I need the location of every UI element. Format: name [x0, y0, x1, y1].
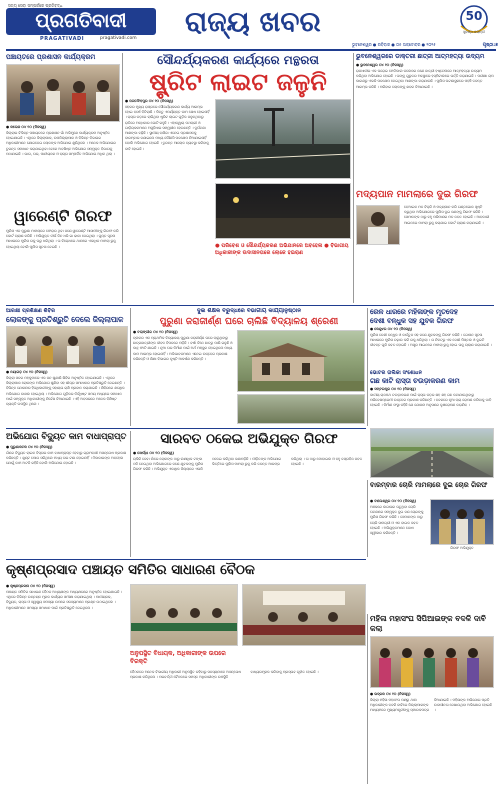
column-divider [367, 614, 368, 784]
highway-photo-icon [371, 429, 493, 477]
story-body: ଅଞ୍ଚଳରେ ଲଗାତାର ଘଟୁଥିବା ଚୋରି ଘଟଣାରେ ସମ୍ପୃକ୍ତ ଦୁଇ ଜଣ ଚୋରଙ୍କୁ ପୁଲିସ ଗିରଫ କରିଛି । ସେମାନଙ୍କ ଠାରୁ ଚୋରି ସାମଗ୍ରୀ ଓ ଏକ ବାଇକ ଜବତ ହୋଇଛି । ଅଭିଯୁକ୍ତମାନେ ଦୋଷ ସ୍ୱୀକାର କରିଛନ୍ତି । [370, 505, 424, 536]
masthead-rule [6, 49, 496, 51]
masthead [0, 0, 500, 50]
story-photo-road [215, 99, 351, 179]
story-headline: ବାରମ୍ବାର ଚୋରି ମାମଲାରେ ଦୁଇ ଚୋର ଗିରଫ [370, 481, 488, 489]
story-photo-school-2 [237, 394, 365, 424]
story-photo [6, 326, 128, 368]
police-photo-icon [431, 500, 493, 544]
story-headline: ପୁରୁଣା ଜରାଜୀର୍ଣ୍ଣ ଘରେ ଚାଲିଛି ବିଦ୍ୟାଳୟ ଶ୍ରେଣୀ [159, 315, 339, 327]
story-road-widening [370, 370, 494, 426]
story-headline: ଲୋକଙ୍କୁ ପ୍ରତିଶ୍ରୁତି ଦେଲେ ଜିଲ୍ଲାପାଳ [6, 315, 124, 324]
story-fraud-arrest [133, 431, 365, 557]
logo-latin: PRAGATIVADI [40, 36, 85, 42]
column-divider [353, 53, 354, 303]
column-divider [130, 431, 131, 557]
story-dateline: ● କୃଷ୍ଣପ୍ରସାଦ ୦୪ ୧୦ (ନିଜସ୍ୱ) [6, 584, 55, 588]
story-photo-night [215, 183, 351, 239]
logo-text: ପ୍ରଗତିବାଦୀ [35, 10, 127, 32]
meeting-photo-icon [7, 327, 127, 367]
story-dateline: ● ଜଗତସିଂହପୁର ୦୪ ୧୦ (ନିଜସ୍ୱ) [125, 99, 174, 103]
women-group-photo-icon [371, 637, 493, 687]
anniversary-badge [456, 4, 492, 38]
story-photo [6, 64, 120, 122]
badge-text: ସୁବର୍ଣ୍ଣ ଜୟନ୍ତୀ [462, 30, 486, 34]
section-rule [6, 559, 366, 560]
badge-number: 50 [465, 9, 483, 23]
story-body: ରାଜଧାନୀର ଏକ ଘରୋଇ ମେଡିକାଲ କଲେଜର ଜଣେ ଛାତ୍ରୀ ହଷ୍ଟେଲରେ ଆତ୍ମହତ୍ୟା ଉଦ୍ୟମ କରିଥିବା ଅଭିଯୋଗ ହୋଇଛି । ତାଙ୍କୁ ଗୁରୁତର ଅବସ୍ଥାରେ ହସ୍ପିଟାଲରେ ଭର୍ତ୍ତି କରାଯାଇଛି । ପରୀକ୍ଷା ଚାପ କାରଣରୁ ଏଭଳି ପଦକ୍ଷେପ ନେଇଥିବା ଆଶଙ୍କା କରାଯାଉଛି । ପୁଲିସ ଘଟଣାସ୍ଥଳରେ ପହଞ୍ଚି ତଦନ୍ତ ଆରମ୍ଭ କରିଛି । ପରିବାର ଲୋକଙ୍କୁ ଖବର ଦିଆଯାଇଛି । [356, 69, 494, 89]
street-light-photo-icon [216, 100, 350, 178]
column-divider [130, 308, 131, 426]
story-kicker: ଆରକ୍ଷୀ ପ୍ରଶିକ୍ଷଣ ଶିବିର [6, 308, 56, 314]
story-kicker: ଭୁବନେଶ୍ୱରରେ ଡାକ୍ତରୀ ଛାତ୍ରୀ ଆତ୍ମହତ୍ୟା ଉଦ୍ୟମ [356, 53, 485, 60]
meeting-room-photo-icon [131, 585, 237, 645]
story-headline: ଅଭିଯୋଗ ବିଦ୍ୟୁତ କାମ ବାଧାପ୍ରାପ୍ତ [6, 431, 127, 441]
story-theft-arrest [370, 481, 494, 611]
column-divider [122, 53, 123, 303]
story-kicker: ସୌନ୍ଦର୍ଯ୍ୟକରଣ କାର୍ଯ୍ୟରେ ମନ୍ଥରତା [157, 53, 319, 67]
story-body: ପଞ୍ଚାୟତ ସମିତିର ସାଧାରଣ ବୈଠକ ଅଧ୍ୟକ୍ଷଙ୍କ ଅଧ୍ୟକ୍ଷତାରେ ଅନୁଷ୍ଠିତ ହୋଇଯାଇଛି । ଏଥିରେ ବିଭିନ୍ନ ଉନ୍ନୟନ ମୂଳକ କାର୍ଯ୍ୟର ସମୀକ୍ଷା କରାଯାଇଥିଲା । ପାନୀୟଜଳ, ବିଦ୍ୟୁତ, ରାସ୍ତା ଓ ସ୍ୱାସ୍ଥ୍ୟ ସମସ୍ୟା ଉପରେ ସଦସ୍ୟମାନେ ପ୍ରଶ୍ନ ଉଠାଇଥିଲେ । ଅଧିକାରୀମାନେ ସମସ୍ୟା ସମାଧାନ ପାଇଁ ପ୍ରତିଶ୍ରୁତି ଦେଇଥିଲେ । [6, 590, 123, 610]
story-body-2: ବୈଠକରେ ଅନେକ ବିଭାଗୀୟ ଅଧିକାରୀ ଅନୁପସ୍ଥିତ ରହିବାରୁ ସଦସ୍ୟମାନେ ଅସନ୍ତୋଷ ପ୍ରକାଶ କରିଥିଲେ । ପରବର୍ତ୍ତୀ ବୈଠକରେ ସମସ୍ତ ଅଧିକାରୀଙ୍କ ଉପସ୍ଥିତି ବାଧ୍ୟତାମୂଳକ କରିବାକୁ ପ୍ରସ୍ତାବ ଗୃହୀତ ହୋଇଛି । [130, 670, 319, 680]
person-photo-icon [357, 206, 399, 244]
story-pullquote: ● ପରିବେଶ ଓ ସୌନ୍ଦର୍ଯ୍ୟକରଣ ଅଭିଯାନରେ ଅବହେଳା ● ବିଭାଗୀୟ ଅଧିକାରୀଙ୍କ ଉଦାସୀନତାରେ ଲୋକେ ହଇରାଣ [215, 243, 349, 256]
people-photo-icon [7, 65, 119, 121]
story-electricity [6, 431, 128, 557]
story-dateline: ● ନୟାଗଡ଼ ୦୪ ୧୦ (ନିଜସ୍ୱ) [6, 370, 48, 374]
story-photo-police [430, 499, 494, 545]
story-headline: ଷ୍ଟ୍ରିଟ ଲାଇଟ ଜଳୁନି [149, 68, 327, 96]
story-body-liquor: ବେଆଇନ ମଦ ବିକ୍ରି ଓ ମଦ୍ୟପାନ କରି ଗଣ୍ଡଗୋଳ ସୃଷ୍ଟି କରୁଥିବା ଅଭିଯୋଗରେ ପୁଲିସ ଦୁଇ ଜଣଙ୍କୁ ଗିରଫ କରିଛି । ସେମାନଙ୍କ ଠାରୁ ବହୁ ପରିମାଣର ମଦ ଜବତ ହୋଇଛି । ଆବକାରୀ ଆଇନରେ ମାମଲା ରୁଜୁ କରାଯାଇ କୋର୍ଟ ଚାଲାଣ କରାଯାଇଛି । [404, 205, 490, 225]
story-photo-women [370, 636, 494, 688]
story-headline: ଦେଶୀ ବନ୍ଧୁକ ସହ ଯୁବକ ଗିରଫ [370, 317, 454, 325]
column-divider [367, 308, 368, 426]
story-body: ଚାକିରି ଦେବା ନାଁରେ ଲୋକଙ୍କ ଠାରୁ ଲକ୍ଷାଧିକ ଟଙ୍କା ଠକି ନେଇଥିବା ଅଭିଯୋଗରେ ଜଣେ ଯୁବକଙ୍କୁ ପୁଲିସ ଗିରଫ କରିଛି । ଅଭିଯୁକ୍ତ ଏକାଧିକ ଜିଲ୍ଲାରେ ଏଭଳି ଠକେଇ କରିଥିବା ଜଣାପଡ଼ିଛି । ପୀଡ଼ିତଙ୍କ ଅଭିଯୋଗ ଭିତ୍ତିରେ ପୁଲିସ ମାମଲା ରୁଜୁ କରି ତଦନ୍ତ ଆରମ୍ଭ କରିଥିଲା । ତା ଠାରୁ ମୋବାଇଲ ଓ ବହୁ ଦସ୍ତାବିଜ ଜବତ ହୋଇଛି । [133, 457, 363, 472]
page-number: ପୃଷ୍ଠା:୭ [482, 43, 498, 48]
website: pragativadi.com [100, 36, 137, 41]
section-rule [6, 305, 494, 306]
school-building-photo-icon [238, 331, 364, 391]
issue-date: ଭୁବନେଶ୍ୱର ● ରବିବାର ● ୦୫ ଅକ୍ଟୋବର ● ୨୦୨୫ [352, 42, 436, 47]
story-dateline: ● ବଲାଙ୍ଗୀର ୦୪ ୧୦ (ନିଜସ୍ୱ) [133, 330, 178, 334]
story-dateline: ● ଭଦ୍ରକ ୦୪ ୧୦ (ନିଜସ୍ୱ) [370, 692, 411, 696]
story-kicker: ପଞ୍ଚାୟତରେ ପ୍ରଶାସନ କାର୍ଯ୍ୟକ୍ରମ [6, 53, 96, 61]
story-photo-highway [370, 428, 494, 478]
story-collector-camp [6, 308, 128, 426]
story-body: ପୁଲିସ ଦେଶୀ ବନ୍ଧୁକ ଓ କାର୍ତ୍ତୁଜ ସହ ଜଣେ ଯୁବକଙ୍କୁ ଗିରଫ କରିଛି । ଗୋପନ ସୂଚନା ଆଧାରରେ ପୁଲିସ ଚଢ଼ାଉ କରି ତାକୁ ଧରିଥିଲା । ତା ନିକଟରୁ ଏକ ଦେଶୀ ପିସ୍ତଲ ଓ ଦୁଇଟି ଜୀବନ୍ତ ଗୁଳି ଜବତ ହୋଇଛି । ଅସ୍ତ୍ର ଆଇନରେ ମାମଲା ରୁଜୁ ହୋଇ ତାକୁ ଚାଲାଣ କରାଯାଇଛି । [370, 333, 492, 348]
story-body: ଜିଲ୍ଲା ମହିଳା ମହାସଂଘ ପକ୍ଷରୁ ଥାନା ଅଧିକାରୀଙ୍କ ବଦଳି ଦାବିରେ ଜିଲ୍ଲାପାଳଙ୍କ ମାଧ୍ୟମରେ ମୁଖ୍ୟମନ୍ତ୍ରୀଙ୍କୁ ସ୍ମାରକପତ୍ର ଦିଆଯାଇଛି । ମହିଳାଙ୍କ ଅଭିଯୋଗ ପ୍ରତି ଉଦାସୀନତା ଦେଖାଉଥିବା ଅଭିଯୋଗ ହୋଇଛି । [370, 698, 492, 713]
story-photo-accused [356, 205, 400, 245]
dais-photo-icon [243, 585, 365, 645]
section-rule [6, 428, 366, 429]
story-kicker: ଦୁଇ ଶିକ୍ଷକ ବିରୁଦ୍ଧରେ ବିଭାଗୀୟ କାର୍ଯ୍ୟାନୁଷ୍ଠାନ [196, 308, 302, 314]
story-body: ଜାତୀୟ ରାଜପଥ ଚଉଡ଼ାକରଣ ପାଇଁ ରାସ୍ତା କଡ଼ର ଶହ ଶହ ଗଛ କଟାଯାଉଥିବାରୁ ପରିବେଶପ୍ରେମୀ ଉଦ୍‌ବେଗ ପ୍ରକାଶ କରିଛନ୍ତି । ବଦଳରେ ନୂଆ ଚାରା ରୋପଣ କରିବାକୁ ଦାବି ହୋଇଛି । ନିର୍ମାଣ ସଂସ୍ଥା କହିଛି ଯେ ଯୋଜନା ଅନୁସାରେ ବୃକ୍ଷରୋପଣ କରାଯିବ । [370, 393, 492, 408]
story-dateline: ● କେନ୍ଦୁଝର ୦୪ ୧୦ (ନିଜସ୍ୱ) [370, 327, 413, 331]
story-panchayat-camp [6, 53, 120, 303]
dateline-bar [352, 42, 498, 49]
story-kicker: ଅନୁପସ୍ଥିତ ବିଧାୟକ, ଅଧିକାରୀଙ୍କ ଉପରେ ବିରକ୍ତି [130, 650, 226, 665]
story-school-building [133, 308, 365, 426]
photo-caption: ଗିରଫ ଅଭିଯୁକ୍ତ [450, 546, 474, 550]
story-dateline: ● ପୁରୁଣାକଟକ ୦୪ ୧୦ (ନିଜସ୍ୱ) [6, 445, 53, 449]
story-street-light [125, 53, 351, 303]
story-samiti-meeting [6, 562, 366, 784]
story-body: ଜିଲ୍ଲା ସଦର ମହକୁମାରେ ଏକ ଜନ ଶୁଣାଣି ଶିବିର ଅନୁଷ୍ଠିତ ହୋଇଯାଇଛି । ଏଥିରେ ଜିଲ୍ଲାପାଳ ଲୋକଙ୍କ ଅଭିଯୋଗ ଶୁଣିବା ସହ ଶୀଘ୍ର ସମାଧାନର ପ୍ରତିଶ୍ରୁତି ଦେଇଛନ୍ତି । ବିଭିନ୍ନ ଯୋଜନାର ହିତାଧିକାରୀଙ୍କୁ ସହାୟତା ରାଶି ପ୍ରଦାନ କରାଯାଇଛି । ଶିବିରରେ ଶତାଧିକ ଅଭିଯୋଗ ଦାଖଲ ହୋଇଥିଲା । ଅଭିଯୋଗ ଗୁଡ଼ିକର ନିର୍ଦ୍ଧିଷ୍ଟ ସମୟ ମଧ୍ୟରେ ସମାଧାନ ପାଇଁ ସମ୍ପୃକ୍ତ ଅଧିକାରୀଙ୍କୁ ନିର୍ଦ୍ଦେଶ ଦିଆଯାଇଛି । ଏହି ଅବସରରେ ଅନେକ ବିଶିଷ୍ଟ ବ୍ୟକ୍ତି ଉପସ୍ଥିତ ଥିଲେ । [6, 376, 125, 407]
story-headline-warrant: ୱାରେଣ୍ଟି ଗିରଫ [14, 207, 112, 225]
story-headline: କୃଷ୍ଣପ୍ରସାଦ ପଞ୍ଚାୟତ ସମିତିର ସାଧାରଣ ବୈଠକ [6, 563, 255, 578]
story-dateline: ● ସମ୍ବଲପୁର ୦୪ ୧୦ (ନିଜସ୍ୱ) [370, 387, 416, 391]
story-headline: ମହିଳା ମହାସଂଘ ସିପିଆଇଙ୍କ ବଦଳି ଦାବି କଲା [370, 614, 486, 633]
story-photo-meeting [130, 584, 238, 646]
story-photo-school [237, 330, 365, 392]
story-headline: ସାରବତ ଠକେଇ ଅଭିଯୁକ୍ତ ଗିରଫ [160, 431, 338, 447]
story-kicker: ରେଳ ଧାରରେ ମହିଳାଙ୍କ ମୃତଦେହ [370, 308, 458, 316]
story-dateline: ● ବାଲେଶ୍ୱର ୦୪ ୧୦ (ନିଜସ୍ୱ) [370, 499, 417, 503]
story-headline: ଗଛ କାଟି ରାସ୍ତା ଚଉଡ଼ାକରଣ କାମ [370, 377, 460, 385]
brand-logo [6, 8, 156, 35]
masthead-tagline: ସତ୍ୟ ସେବା ସମ୍ପର୍କରେ ପ୍ରତିବଦ୍ଧ [8, 3, 63, 8]
story-body: ସହରର ମୁଖ୍ୟ ରାସ୍ତାରେ ସୌନ୍ଦର୍ଯ୍ୟକରଣ କାର୍ଯ୍ୟ ଆରମ୍ଭ ହୋଇ ବର୍ଷେ ବିତିଲାଣି । କିନ୍ତୁ ଏପର୍ଯ୍ୟନ୍ତ କାମ ଶେଷ ହୋଇନାହିଁ । ରାସ୍ତା କଡ଼ରେ ଲାଗିଥିବା ଷ୍ଟ୍ରିଟ ଲାଇଟ ଗୁଡ଼ିକ ଜଳୁନଥିବାରୁ ରାତିରେ ଅନ୍ଧକାର ଘୋଟି ରହୁଛି । ଏହାଦ୍ୱାରା ପଥଚାରୀ ଓ ଗାଡ଼ିଚାଳକମାନେ ଅସୁବିଧାର ସମ୍ମୁଖୀନ ହେଉଛନ୍ତି । ଦୁର୍ଘଟଣା ଆଶଙ୍କା ବଢ଼ିଛି । ସ୍ଥାନୀୟ ବାସିନ୍ଦା ଏନେଇ ପ୍ରଶାସନକୁ ବାରମ୍ବାର ଜଣାଇଲେ ମଧ୍ୟ କୌଣସି ପଦକ୍ଷେପ ନିଆଯାଇନାହିଁ ବୋଲି ଅଭିଯୋଗ ହୋଇଛି । ତୁରନ୍ତ ଆଲୋକ ବ୍ୟବସ୍ଥା କରିବାକୁ ଦାବି ହୋଇଛି । [125, 105, 210, 151]
story-dateline: ● ଭୁବନେଶ୍ୱର ୦୪ ୧୦ (ନିଜସ୍ୱ) [356, 63, 404, 67]
story-dateline: ● ଖୋର୍ଦ୍ଧା ୦୪ ୧୦ (ନିଜସ୍ୱ) [133, 451, 174, 455]
story-photo-meeting-2 [242, 584, 366, 646]
column-divider [367, 480, 368, 557]
story-body: ଜିଲ୍ଲାର ବିଭିନ୍ନ ପଞ୍ଚାୟତରେ ପ୍ରଶାସନ ଗାଁ ଅଭିମୁଖେ କାର୍ଯ୍ୟକ୍ରମ ଅନୁଷ୍ଠିତ ହୋଇଯାଇଛି । ଏଥିରେ ଜିଲ୍ଲାପାଳ, ଉପଜିଲ୍ଲାପାଳ ଓ ବିଭିନ୍ନ ବିଭାଗର ଅଧିକାରୀମାନେ ଯୋଗଦେଇ ଲୋକଙ୍କ ଅଭିଯୋଗ ଶୁଣିଥିଲେ । ଅନେକ ଅଭିଯୋଗର ତୁରନ୍ତ ସମାଧାନ କରାଯାଇଥିବା ବେଳେ ଅବଶିଷ୍ଟ ଅଭିଯୋଗ ସମ୍ପୃକ୍ତ ବିଭାଗକୁ ପଠାଯାଇଛି । ଭାତା, ଘର, ପାନୀୟଜଳ ଓ ରାସ୍ତା ସମ୍ପର୍କିତ ଅଭିଯୋଗ ଅଧିକ ଥିଲା । [6, 131, 116, 156]
story-headline-liquor: ମଦ୍ୟପାନ ମାମଲାରେ ଦୁଇ ଗିରଫ [356, 189, 479, 200]
story-gun-arrest [370, 308, 494, 368]
story-dateline: ● କଲେଜ ୦୪ ୧୦ (ନିଜସ୍ୱ) [6, 125, 46, 129]
night-road-photo-icon [216, 184, 350, 238]
story-body: ବ୍ଲକର ଏକ ପ୍ରାଥମିକ ବିଦ୍ୟାଳୟ ପୁରୁଣା ଜରାଜୀର୍ଣ୍ଣ ଘରେ ଚାଲୁଥିବାରୁ ଛାତ୍ରଛାତ୍ରୀଙ୍କ ଜୀବନ ବିପଦରେ ପଡ଼ିଛି । ବର୍ଷା ଦିନେ ଛାତରୁ ପାଣି ଗଳୁଛି ଓ କାନ୍ଥ ଫାଟି ଯାଇଛି । ନୂଆ ଘର ନିର୍ମାଣ ପାଇଁ ଅର୍ଥ ମଞ୍ଜୁର ହୋଇଥିଲେ ମଧ୍ୟ କାମ ଆରମ୍ଭ ହୋଇନାହିଁ । ଅଭିଭାବକମାନେ ଏନେଇ ଉଦ୍‌ବେଗ ପ୍ରକାଶ କରିଛନ୍ତି ଓ ଶିକ୍ଷା ବିଭାଗର ଦୃଷ୍ଟି ଆକର୍ଷଣ କରିଛନ୍ତି । [133, 336, 233, 361]
story-womens-federation [370, 614, 494, 784]
story-medical-student [356, 53, 494, 303]
story-body-warrant: ପୁଲିସ ଏକ ପୁରୁଣା ମାମଲାରେ ଫେରାର ଥିବା ଜଣେ ୱାରେଣ୍ଟି ଆସାମୀଙ୍କୁ ଗିରଫ କରି କୋର୍ଟ ଚାଲାଣ କରିଛି । ଅଭିଯୁକ୍ତ ଦୀର୍ଘ ଦିନ ଧରି ଗା ଢାକା ଦେଇଥିଲା । ଗୁପ୍ତ ସୂଚନା ଆଧାରରେ ପୁଲିସ ତାକୁ ଘରୁ ଧରିଥିଲା । ତା ବିରୋଧରେ ଥାନାରେ ଏକାଧିକ ମାମଲା ରୁଜୁ ହୋଇଥିଲା ବୋଲି ପୁଲିସ ସୂଚନା ଦେଇଛି । [6, 229, 119, 249]
story-body: ଗାଁରେ ବିଦ୍ୟୁତ ଲାଇନ ବିସ୍ତାର କାମ ବାଧାପ୍ରାପ୍ତ ହେବାରୁ ଗ୍ରାମବାସୀ ଅସନ୍ତୋଷ ପ୍ରକାଶ କରିଛନ୍ତି । ଖୁଣ୍ଟ ପୋତା ସରିଥିଲେ ମଧ୍ୟ ତାର ଟଣା ହୋଇନାହିଁ । ଠିକାଦାରଙ୍କ ଅବହେଳା ଯୋଗୁଁ କାମ ଅଟକି ରହିଛି ବୋଲି ଅଭିଯୋଗ ହୋଇଛି । [6, 451, 127, 466]
story-kicker: ଭୋଟର ତାଲିକା ସଂଶୋଧନ [370, 370, 423, 376]
section-title: ରାଜ୍ୟ ଖବର [185, 5, 321, 38]
